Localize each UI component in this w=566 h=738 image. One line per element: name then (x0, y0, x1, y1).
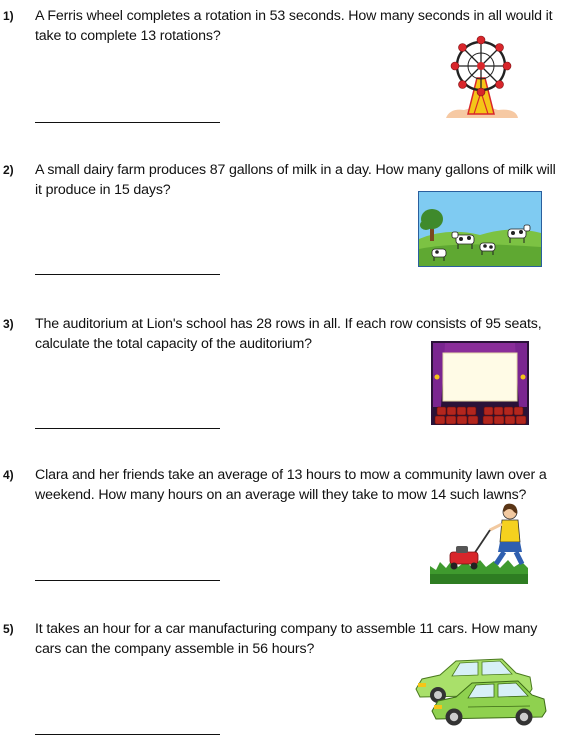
problem-question: A small dairy farm produces 87 gallons of milk in a day. How many gallons of milk will it produce in 15 days? (35, 162, 556, 198)
answer-line-1[interactable] (35, 122, 220, 123)
answer-line-2[interactable] (35, 274, 220, 275)
problem-number: 4) (3, 468, 14, 482)
cars-illustration (412, 649, 548, 727)
problem-question: Clara and her friends take an average of 13 hours to mow a community lawn over a weekend. How many hours on an average will they take to mow 14 such lawns? (35, 467, 547, 503)
problem-question: The auditorium at Lion's school has 28 rows in all. If each row consists of 95 seats, calculate the total capacity of the auditorium? (35, 316, 542, 352)
answer-line-5[interactable] (35, 734, 220, 735)
problem-question: It takes an hour for a car manufacturing company to assemble 11 cars. How many cars can the company assemble in 56 hours? (35, 621, 538, 657)
problem-number: 5) (3, 622, 14, 636)
lawn-mower-illustration (426, 500, 532, 584)
answer-line-3[interactable] (35, 428, 220, 429)
problem-number: 2) (3, 163, 14, 177)
problem-question: A Ferris wheel completes a rotation in 53 seconds. How many seconds in all would it take to complete 13 rotations? (35, 8, 553, 44)
ferris-wheel-illustration (438, 32, 524, 124)
auditorium-illustration (431, 341, 529, 425)
problem-number: 1) (3, 9, 14, 23)
problem-number: 3) (3, 317, 14, 331)
dairy-farm-illustration (418, 191, 542, 267)
answer-line-4[interactable] (35, 580, 220, 581)
